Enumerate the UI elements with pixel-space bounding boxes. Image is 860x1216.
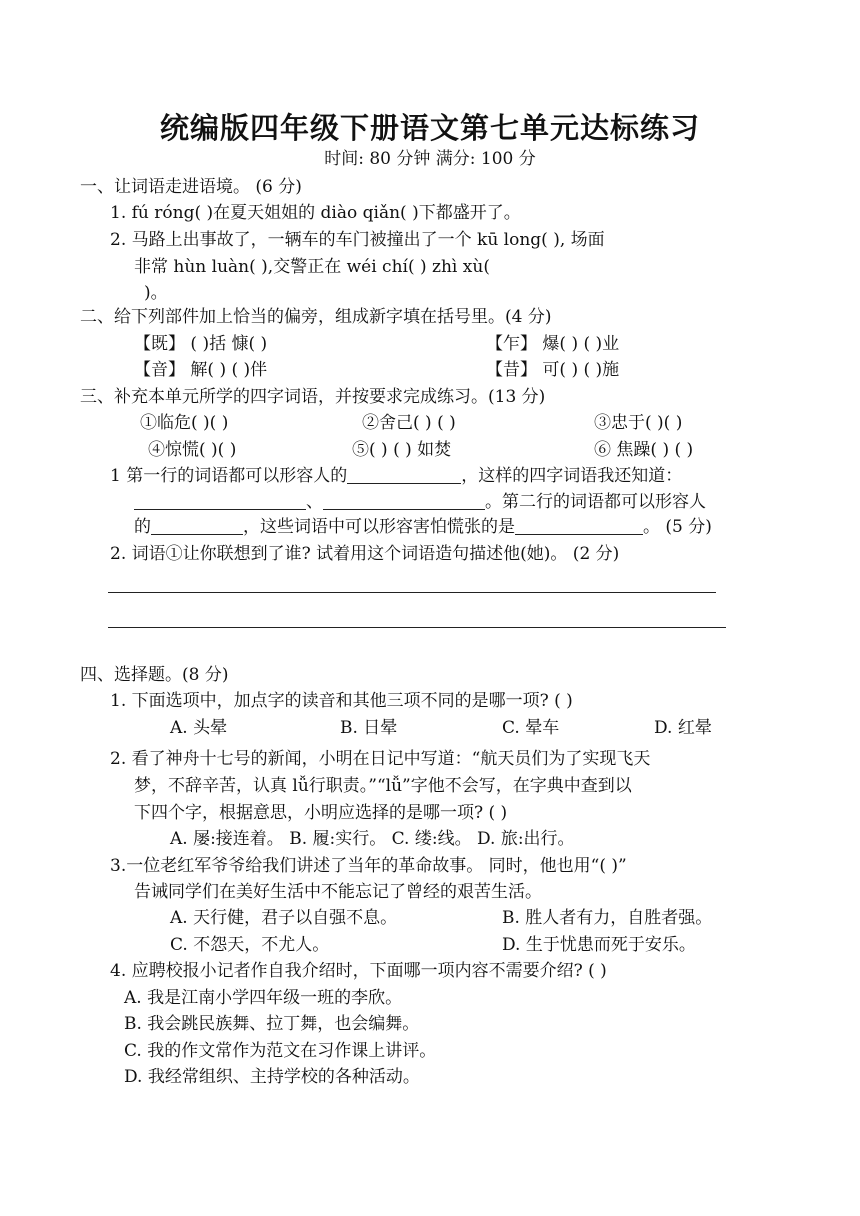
section-1-question-1: 1. fú róng( )在夏天姐姐的 diào qiǎn( )下都盛开了。 [110, 203, 521, 223]
section-4-question-3-line-1: 3.一位老红军爷爷给我们讲述了当年的革命故事。 同时，他也用“( )” [110, 856, 627, 876]
radical-row-2-left: 【音】 解( ) ( )伴 [134, 360, 268, 380]
page-title: 统编版四年级下册语文第七单元达标练习 [159, 111, 700, 145]
section-4-question-3-line-2: 告诫同学们在美好生活中不能忘记了曾经的艰苦生活。 [134, 882, 542, 902]
section-1-question-2-line-2: 非常 hùn luàn( ),交警正在 wéi chí( ) zhì xù( [134, 257, 490, 277]
radical-row-1-right: 【乍】 爆( ) ( )业 [486, 334, 620, 354]
section-4-question-2-line-1: 2. 看了神舟十七号的新闻，小明在日记中写道：“航天员们为了实现飞天 [110, 749, 651, 769]
idiom-3: ③忠于( )( ) [594, 413, 683, 433]
answer-line-1[interactable] [108, 592, 716, 593]
section-1-question-2-line-1: 2. 马路上出事故了，一辆车的车门被撞出了一个 kū long( ), 场面 [110, 230, 605, 250]
section-1-heading: 一、让词语走进语境。 (6 分) [80, 177, 302, 197]
radical-row-2-right: 【昔】 可( ) ( )施 [486, 360, 620, 380]
exam-meta: 时间: 80 分钟 满分: 100 分 [324, 149, 536, 169]
option-a[interactable]: A. 我是江南小学四年级一班的李欣。 [124, 988, 403, 1008]
section-3-question-1-line-1: 1 第一行的词语都可以形容人的 ，这样的四字词语我还知道： [110, 466, 683, 486]
section-4-question-2-line-2: 梦，不辞辛苦，认真 lǚ行职责。”“lǚ”字他不会写，在字典中查到以 [134, 776, 632, 796]
answer-blank[interactable] [347, 465, 461, 484]
question-2-options[interactable]: A. 屡:接连着。 B. 履:实行。 C. 缕:线。 D. 旅:出行。 [170, 829, 575, 849]
answer-blank[interactable] [323, 491, 485, 510]
section-3-question-1-line-3: 的 ，这些词语中可以形容害怕慌张的是 。 (5 分) [134, 517, 712, 537]
radical-row-1-left: 【既】 ( )括 慷( ) [134, 334, 268, 354]
idiom-2: ②舍己( ) ( ) [362, 413, 456, 433]
section-4-question-4: 4. 应聘校报小记者作自我介绍时，下面哪一项内容不需要介绍? ( ) [110, 961, 607, 981]
option-a[interactable]: A. 头晕 [170, 718, 228, 738]
option-b[interactable]: B. 日晕 [340, 718, 398, 738]
idiom-5: ⑤( ) ( ) 如焚 [352, 440, 452, 460]
option-a[interactable]: A. 天行健，君子以自强不息。 [170, 908, 398, 928]
option-d[interactable]: D. 我经常组织、主持学校的各种活动。 [124, 1067, 420, 1087]
idiom-1: ①临危( )( ) [140, 413, 229, 433]
section-4-heading: 四、选择题。(8 分) [80, 665, 229, 685]
section-1-question-2-line-3: )。 [144, 283, 168, 303]
answer-blank[interactable] [515, 516, 643, 535]
option-c[interactable]: C. 我的作文常作为范文在习作课上讲评。 [124, 1041, 437, 1061]
option-c[interactable]: C. 晕车 [502, 718, 560, 738]
option-d[interactable]: D. 红晕 [654, 718, 712, 738]
section-3-heading: 三、补充本单元所学的四字词语，并按要求完成练习。(13 分) [80, 387, 546, 407]
option-b[interactable]: B. 胜人者有力，自胜者强。 [502, 908, 713, 928]
idiom-6: ⑥ 焦躁( ) ( ) [594, 440, 694, 460]
answer-blank[interactable] [134, 491, 306, 510]
section-4-question-1: 1. 下面选项中，加点字的读音和其他三项不同的是哪一项? ( ) [110, 691, 573, 711]
section-3-question-2: 2. 词语①让你联想到了谁? 试着用这个词语造句描述他(她)。 (2 分) [110, 544, 620, 564]
option-b[interactable]: B. 我会跳民族舞、拉丁舞，也会编舞。 [124, 1014, 420, 1034]
section-4-question-2-line-3: 下四个字，根据意思，小明应选择的是哪一项? ( ) [134, 803, 508, 823]
answer-blank[interactable] [151, 516, 243, 535]
section-3-question-1-line-2: 、 。第二行的词语都可以形容人 [134, 491, 706, 513]
option-c[interactable]: C. 不怨天，不尤人。 [170, 935, 330, 955]
option-d[interactable]: D. 生于忧患而死于安乐。 [502, 935, 696, 955]
idiom-4: ④惊慌( )( ) [148, 440, 237, 460]
section-2-heading: 二、给下列部件加上恰当的偏旁，组成新字填在括号里。(4 分) [80, 307, 552, 327]
answer-line-2[interactable] [108, 627, 726, 628]
